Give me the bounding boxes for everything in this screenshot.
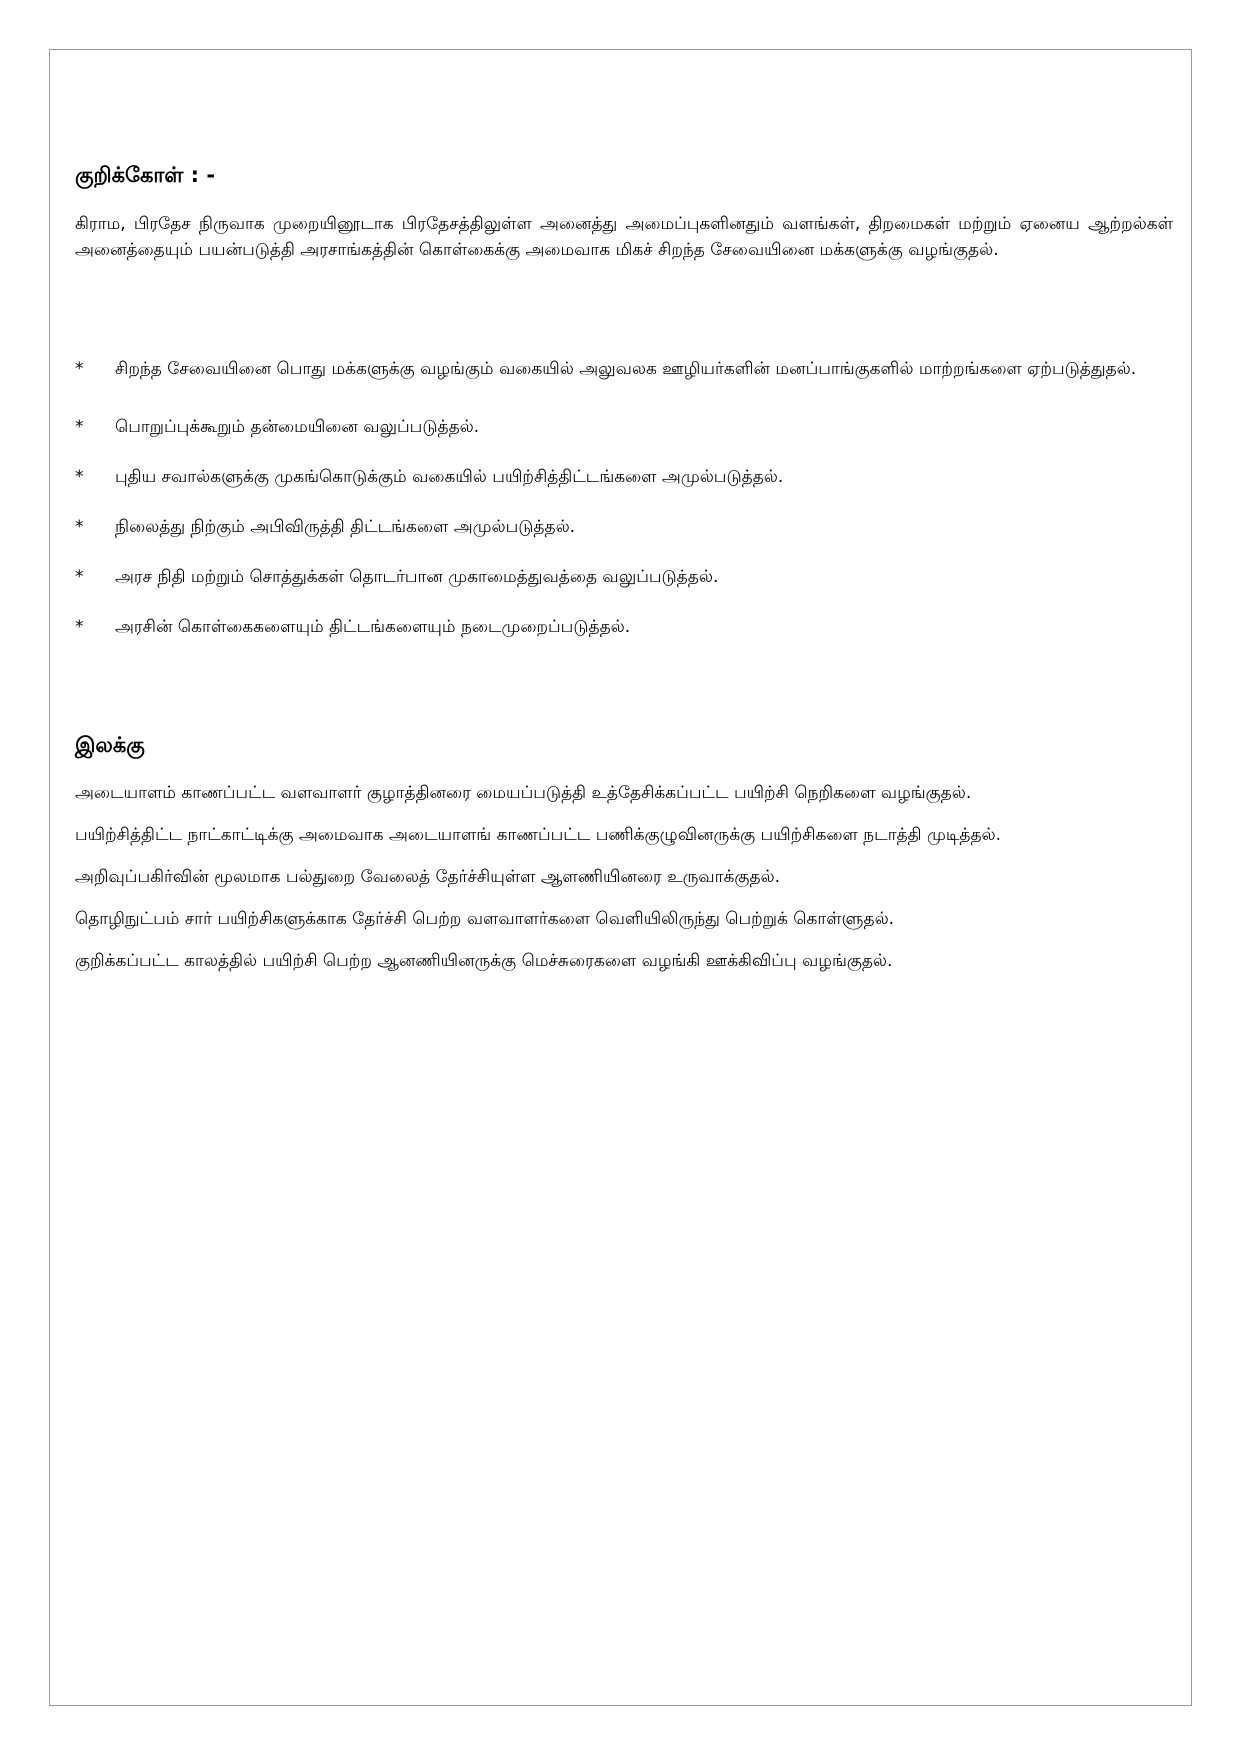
bullet-marker: * [75,617,84,637]
objective-item [75,614,1173,640]
objective-text: அரசின் கொள்கைகளையும் திட்டங்களையும் நடைமுறைப்படுத்தல். [115,617,631,637]
objective-text: அரச நிதி மற்றும் சொத்துக்கள் தொடர்பான முகாமைத்துவத்தை வலுப்படுத்தல். [115,567,719,587]
objectives-heading: குறிக்கோள் : - [75,163,216,187]
objective-item [75,514,1173,540]
bullet-marker: * [75,359,84,379]
objective-item [75,414,1173,440]
objective-text: புதிய சவால்களுக்கு முகங்கொடுக்கும் வகையில் பயிற்சித்திட்டங்களை அமுல்படுத்தல். [115,467,784,487]
bullet-marker: * [75,517,84,537]
objective-text: நிலைத்து நிற்கும் அபிவிருத்தி திட்டங்களை அமுல்படுத்தல். [115,517,576,537]
goal-paragraph: அறிவுப்பகிர்வின் மூலமாக பல்துறை வேலைத் தேர்ச்சியுள்ள ஆளணியினரை உருவாக்குதல். [75,867,781,887]
bullet-marker: * [75,467,84,487]
goal-paragraph: தொழிநுட்பம் சார் பயிற்சிகளுக்காக தேர்ச்சி பெற்ற வளவாளர்களை வெளியிலிருந்து பெற்றுக் கொள்ளுதல். [75,909,895,929]
goal-paragraph: குறிக்கப்பட்ட காலத்தில் பயிற்சி பெற்ற ஆனணியினருக்கு மெச்சுரைகளை வழங்கி ஊக்கிவிப்பு வழங்குதல். [75,951,893,971]
goal-heading: இலக்கு [75,733,145,757]
goal-body [75,780,1173,974]
objective-text: பொறுப்புக்கூறும் தன்மையினை வலுப்படுத்தல். [115,417,480,437]
objective-item [75,356,1173,382]
objective-text: சிறந்த சேவையினை பொது மக்களுக்கு வழங்கும் வகையில் அலுவலக ஊழியர்களின் மனப்பாங்குகளில் மாற்றங்களை ஏற்படுத்துதல். [115,359,1137,379]
goal-paragraph: பயிற்சித்திட்ட நாட்காட்டிக்கு அமைவாக அடையாளங் காணப்பட்ட பணிக்குழுவினருக்கு பயிற்சிகளை நடாத்தி முடித்தல். [75,825,1002,845]
objective-item [75,564,1173,590]
bullet-marker: * [75,567,84,587]
objectives-intro: கிராம, பிரதேச நிருவாக முறையினூடாக பிரதேசத்திலுள்ள அனைத்து அமைப்புகளினதும் வளங்கள், திறமைகள் மற்றும் ஏனைய ஆற்றல்கள் அனைத்தையும் பயன்படுத்தி அரசாங்கத்தின் கொள்கைக்கு அமைவாக மிகச் சிறந்த சேவையினை மக்களுக்கு வழங்குதல். [75,214,1173,260]
bullet-marker: * [75,417,84,437]
goal-paragraph: அடையாளம் காணப்பட்ட வளவாளர் குழாத்தினரை மையப்படுத்தி உத்தேசிக்கப்பட்ட பயிற்சி நெறிகளை வழங்குதல். [75,783,972,803]
objective-item [75,464,1173,490]
objectives-list [75,356,1173,640]
